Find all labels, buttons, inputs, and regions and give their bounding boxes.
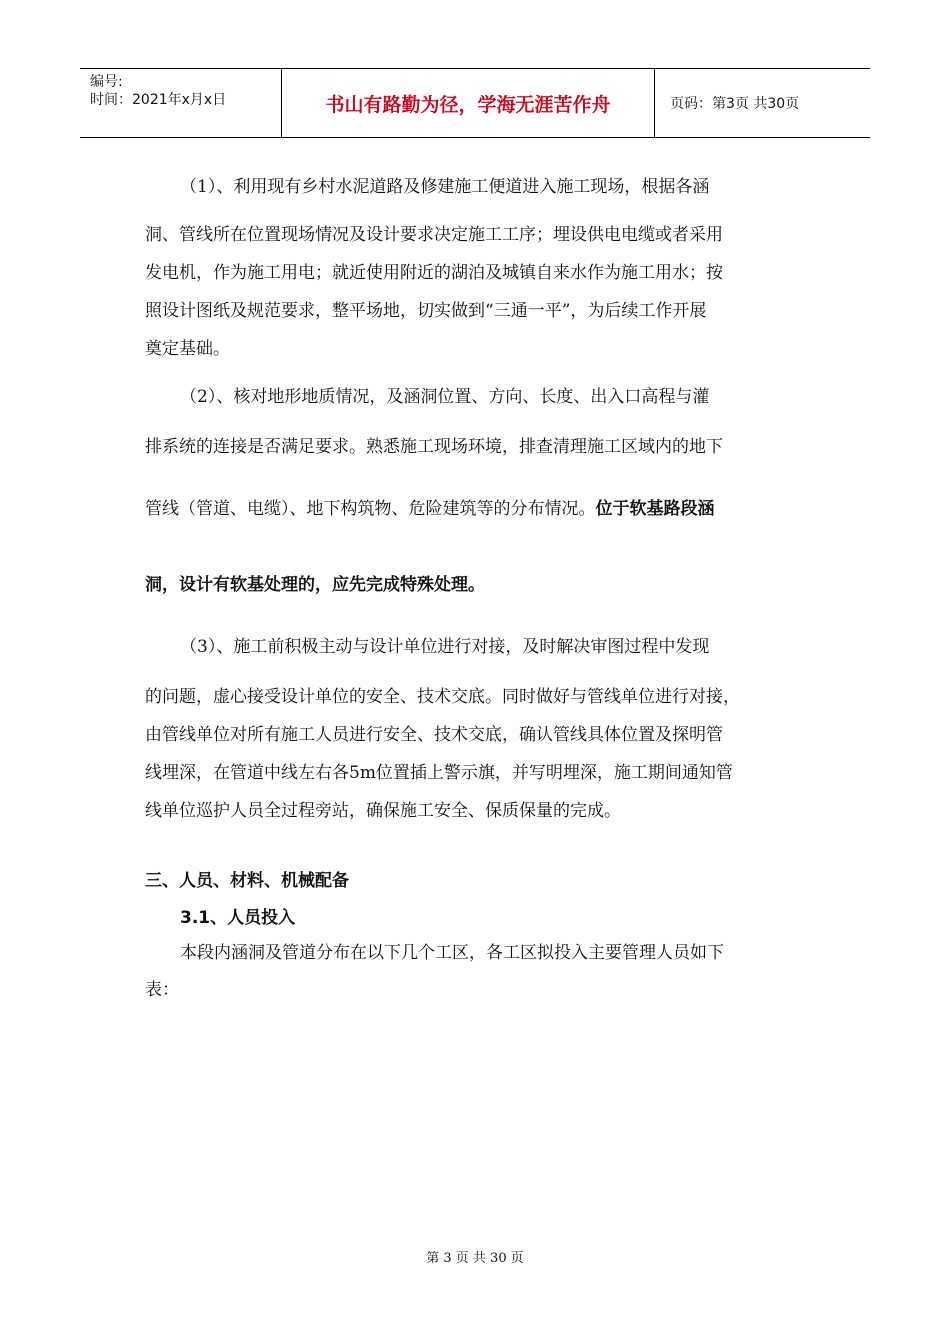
- p2-bold-b: 洞，设计有软基处理的，应先完成特殊处理。: [145, 575, 485, 595]
- p3-line-2: 的问题，虚心接受设计单位的安全、技术交底。同时做好与管线单位进行对接，: [145, 687, 740, 707]
- p2-line-3-text: 管线（管道、电缆）、地下构筑物、危险建筑等的分布情况。: [145, 499, 596, 519]
- p1-line-2: 洞、管线所在位置现场情况及设计要求决定施工工序；埋设供电电缆或者采用: [145, 225, 723, 245]
- p1-line-3: 发电机，作为施工用电；就近使用附近的湖泊及城镇自来水作为施工用水；按: [145, 263, 723, 283]
- p1-line-1: （1）、利用现有乡村水泥道路及修建施工便道进入施工现场，根据各涵: [180, 177, 710, 197]
- section-title: 三、人员、材料、机械配备: [145, 871, 349, 891]
- header-table: [80, 68, 870, 138]
- time-label: 时间：2021年x月x日: [90, 92, 227, 108]
- header-info-cell: [80, 69, 282, 137]
- page-label-text: 页码：第3页 共30页: [670, 96, 800, 112]
- p2-line-3: [145, 494, 715, 519]
- p3-line-3: 由管线单位对所有施工人员进行安全、技术交底，确认管线具体位置及探明管: [145, 725, 723, 745]
- p3-line-1: （3）、施工前积极主动与设计单位进行对接，及时解决审图过程中发现: [180, 637, 710, 657]
- p4-line-2: 表：: [145, 980, 179, 1000]
- p4-line-1: 本段内涵洞及管道分布在以下几个工区，各工区拟投入主要管理人员如下: [180, 943, 724, 963]
- p1-line-4: 照设计图纸及规范要求，整平场地，切实做到“三通一平”，为后续工作开展: [145, 301, 707, 321]
- header-page-label: [664, 69, 870, 137]
- p2-bold-a: 位于软基路段涵: [595, 499, 715, 519]
- p1-line-5: 奠定基础。: [145, 339, 230, 359]
- p3-line-5: 线单位巡护人员全过程旁站，确保施工安全、保质保量的完成。: [145, 801, 621, 821]
- p2-line-1: （2）、核对地形地质情况，及涵洞位置、方向、长度、出入口高程与灌: [180, 387, 710, 407]
- p2-line-2: 排系统的连接是否满足要求。熟悉施工现场环境，排查清理施工区域内的地下: [145, 437, 723, 457]
- p3-line-4: 线埋深，在管道中线左右各5m位置插上警示旗，并写明埋深，施工期间通知管: [145, 763, 733, 783]
- page-footer: 第 3 页 共 30 页: [426, 1251, 524, 1266]
- number-label: 编号:: [90, 74, 123, 90]
- subsection-title: 3.1、人员投入: [180, 908, 296, 928]
- header-motto: 书山有路勤为径，学海无涯苦作舟: [282, 69, 655, 137]
